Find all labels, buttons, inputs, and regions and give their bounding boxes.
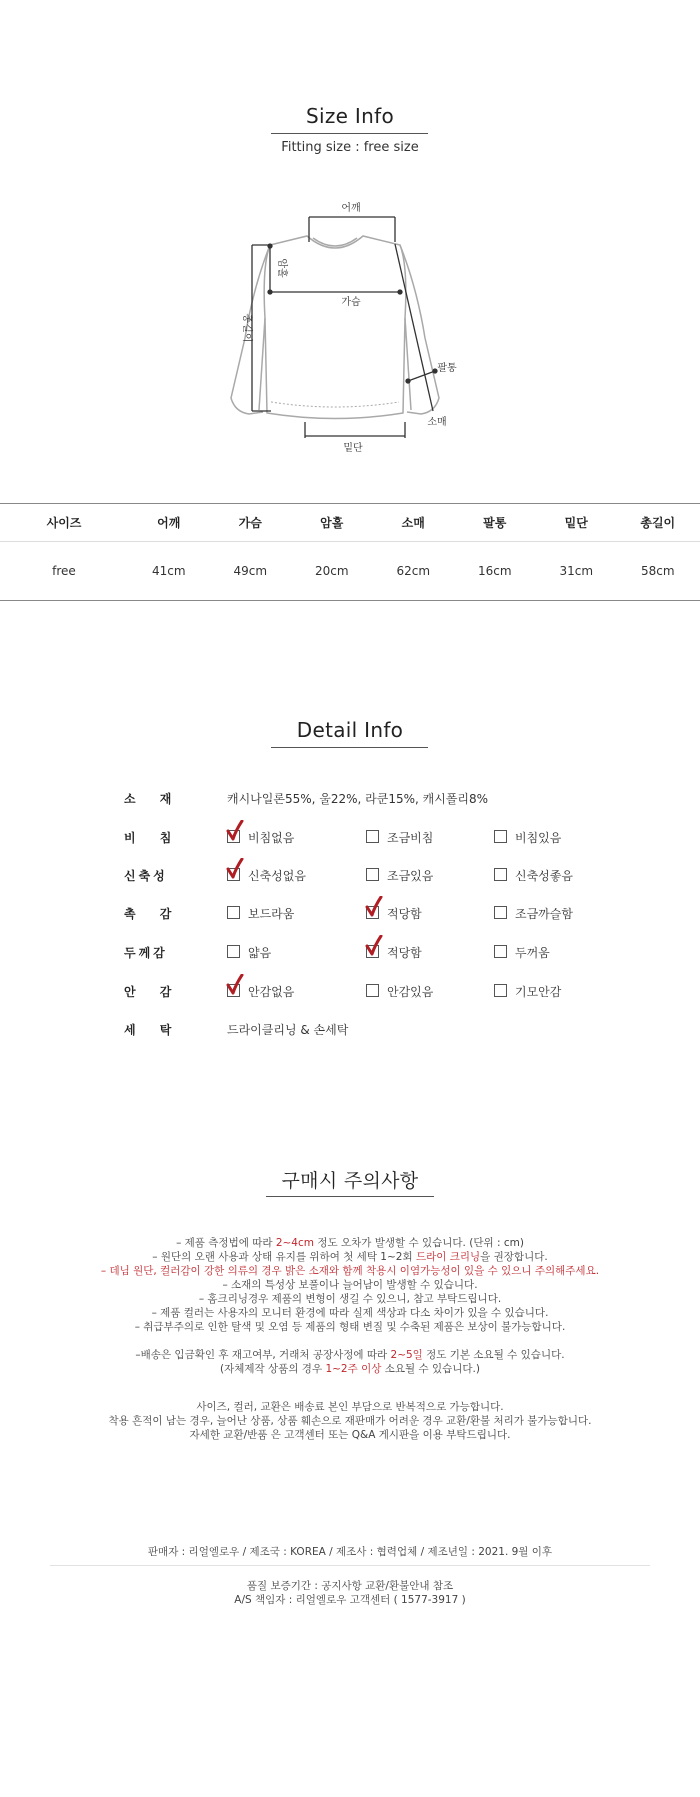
garment-outline-icon (231, 236, 439, 419)
notice-text: – 소재의 특성상 보풀이나 늘어남이 발생할 수 있습니다. (222, 1279, 478, 1291)
notice-text: 을 권장합니다. (480, 1251, 548, 1263)
detail-option-label: 보드라움 (248, 907, 295, 921)
detail-row (0, 867, 700, 893)
detail-option-label: 기모안감 (515, 985, 562, 999)
detail-option-label: 안감없음 (248, 985, 295, 999)
diagram-label-shoulder: 어깨 (341, 203, 361, 214)
notice-text: 정도 오차가 발생할 수 있습니다. (단위 : cm) (314, 1237, 524, 1249)
notice-title-underline (266, 1196, 434, 1197)
checkbox (494, 984, 507, 997)
detail-row-label: 두께감 (124, 946, 168, 960)
detail-row-value: 드라이클리닝 & 손세탁 (227, 1023, 349, 1037)
checkbox (494, 868, 507, 881)
detail-row (0, 905, 700, 931)
notice-text: 소요될 수 있습니다.) (381, 1363, 480, 1375)
size-table-header (0, 504, 700, 542)
detail-row (0, 1021, 700, 1047)
fitting-size-text: Fitting size : free size (281, 140, 419, 155)
notice-line (0, 1362, 700, 1376)
detail-row-label: 촉 감 (124, 907, 182, 921)
detail-row (0, 944, 700, 970)
detail-row-value: 캐시나일론55%, 울22%, 라쿤15%, 캐시폴리8% (227, 792, 489, 806)
detail-row-label: 신축성 (124, 869, 168, 883)
notice-text: – 홈크리닝경우 제품의 변형이 생길 수 있으니, 참고 부탁드립니다. (198, 1293, 502, 1305)
size-table-cell: 20cm (314, 564, 349, 578)
diagram-label-chest: 가슴 (341, 297, 361, 308)
notice-text: 사이즈, 컬러, 교환은 배송료 본인 부담으로 반복적으로 가능합니다. (196, 1401, 504, 1413)
notice-highlight: 2~5일 (390, 1349, 423, 1361)
checkbox (494, 945, 507, 958)
diagram-label-total-length: 총길이 (241, 313, 252, 343)
diagram-label-armhole: 암홀 (276, 258, 287, 278)
notice-line (0, 1306, 700, 1320)
size-info-title: Size Info (306, 104, 394, 128)
notice-text: –배송은 입금확인 후 재고여부, 거래처 공장사정에 따라 (135, 1349, 391, 1361)
detail-row-label: 안 감 (124, 985, 182, 999)
size-table-cell: 49cm (233, 564, 268, 578)
size-table-cell: 31cm (559, 564, 594, 578)
notice-line (0, 1250, 700, 1264)
size-table-cell: 16cm (477, 564, 512, 578)
detail-row (0, 790, 700, 816)
notice-line (0, 1264, 700, 1278)
notice-text: – 원단의 오랜 사용과 상태 유지를 위하여 첫 세탁 1~2회 (152, 1251, 416, 1263)
warranty-info: 품질 보증기간 : 공지사항 교환/환불안내 참조 (246, 1580, 454, 1592)
checkbox (366, 984, 379, 997)
size-table-header-cell: 총길이 (640, 516, 676, 530)
notice-line (0, 1400, 700, 1414)
detail-option-label: 조금까슬함 (515, 907, 573, 921)
detail-option-label: 신축성없음 (248, 869, 306, 883)
checkbox (227, 945, 240, 958)
notice-line (0, 1292, 700, 1306)
as-contact-info: A/S 책임자 : 리얼엘로우 고객센터 ( 1577-3917 ) (234, 1594, 466, 1606)
size-table-header-cell: 소매 (401, 516, 425, 530)
size-table-header-cell: 가슴 (238, 516, 262, 530)
notice-highlight: 1~2주 이상 (325, 1363, 382, 1375)
size-info-title-underline (271, 133, 428, 134)
checkbox (227, 906, 240, 919)
detail-option-label: 적당함 (387, 907, 422, 921)
checkbox (366, 830, 379, 843)
checkmark-icon (226, 820, 244, 842)
detail-option-label: 신축성좋음 (515, 869, 573, 883)
diagram-label-sleeve: 소매 (427, 417, 447, 428)
detail-row-label: 세 탁 (124, 1023, 182, 1037)
size-table-header-cell: 밑단 (564, 516, 588, 530)
notice-text: 자세한 교환/반품 은 고객센터 또는 Q&A 게시판을 이용 부탁드립니다. (189, 1429, 511, 1441)
notice-text: 정도 기본 소요될 수 있습니다. (422, 1349, 565, 1361)
size-table-cell: free (52, 564, 76, 578)
size-table-cell: 58cm (640, 564, 675, 578)
notice-title: 구매시 주의사항 (281, 1170, 419, 1192)
detail-option-label: 안감있음 (387, 985, 434, 999)
checkmark-icon (365, 896, 383, 918)
notice-text: – 제품 측정법에 따라 (176, 1237, 276, 1249)
notice-text: – 취급부주의로 인한 탈색 및 오염 등 제품의 형태 변질 및 수축된 제품은 보상이 불가능합니다. (134, 1321, 566, 1333)
notice-line (0, 1320, 700, 1334)
notice-highlight: 드라이 크리닝 (415, 1251, 481, 1263)
checkmark-icon (226, 974, 244, 996)
size-table-header-cell: 팔통 (483, 516, 507, 530)
checkbox (494, 906, 507, 919)
detail-info-title-underline (271, 747, 428, 748)
size-table (0, 503, 700, 601)
detail-option-label: 조금비침 (387, 831, 434, 845)
detail-row (0, 983, 700, 1009)
detail-row (0, 829, 700, 855)
size-table-header-cell: 암홀 (320, 516, 344, 530)
size-table-header-cell: 사이즈 (46, 516, 82, 530)
size-table-cell: 41cm (151, 564, 186, 578)
seller-info: 판매자 : 리얼엘로우 / 제조국 : KOREA / 제조사 : 협력업체 / 제조년일 : 2021. 9월 이후 (147, 1546, 553, 1558)
notice-line (0, 1348, 700, 1362)
notice-highlight: 2~4cm (275, 1237, 314, 1249)
checkmark-icon (365, 935, 383, 957)
size-table-cell: 62cm (396, 564, 431, 578)
notice-text: – 제품 컬러는 사용자의 모니터 환경에 따라 실제 색상과 다소 차이가 있을 수 있습니다. (151, 1307, 549, 1319)
diagram-label-sleeve-width: 팔통 (437, 363, 457, 374)
detail-info-title: Detail Info (296, 718, 404, 742)
detail-option-label: 비침없음 (248, 831, 295, 845)
detail-row-label: 소 재 (124, 792, 182, 806)
notice-line (0, 1278, 700, 1292)
detail-option-label: 적당함 (387, 946, 422, 960)
notice-text: (자체제작 상품의 경우 (220, 1363, 326, 1375)
detail-option-label: 얇음 (248, 946, 272, 960)
notice-highlight: – 데님 원단, 컬러감이 강한 의류의 경우 밝은 소재와 함께 착용시 이염가능성이 있을 수 있으니 주의해주세요. (100, 1265, 600, 1277)
notice-line (0, 1414, 700, 1428)
notice-line (0, 1428, 700, 1442)
detail-row-label: 비 침 (124, 831, 182, 845)
checkmark-icon (226, 858, 244, 880)
notice-text: 착용 흔적이 남는 경우, 늘어난 상품, 상품 훼손으로 재판매가 어려운 경우 교환/환불 처리가 불가능합니다. (108, 1415, 592, 1427)
detail-option-label: 두꺼움 (515, 946, 550, 960)
checkbox (494, 830, 507, 843)
size-table-header-cell: 어깨 (157, 516, 181, 530)
table-row (0, 542, 700, 600)
detail-option-label: 비침있음 (515, 831, 562, 845)
diagram-label-hem: 밑단 (343, 443, 363, 454)
size-diagram (225, 198, 465, 458)
checkbox (366, 868, 379, 881)
footer-divider (50, 1565, 650, 1566)
detail-option-label: 조금있음 (387, 869, 434, 883)
notice-line (0, 1236, 700, 1250)
